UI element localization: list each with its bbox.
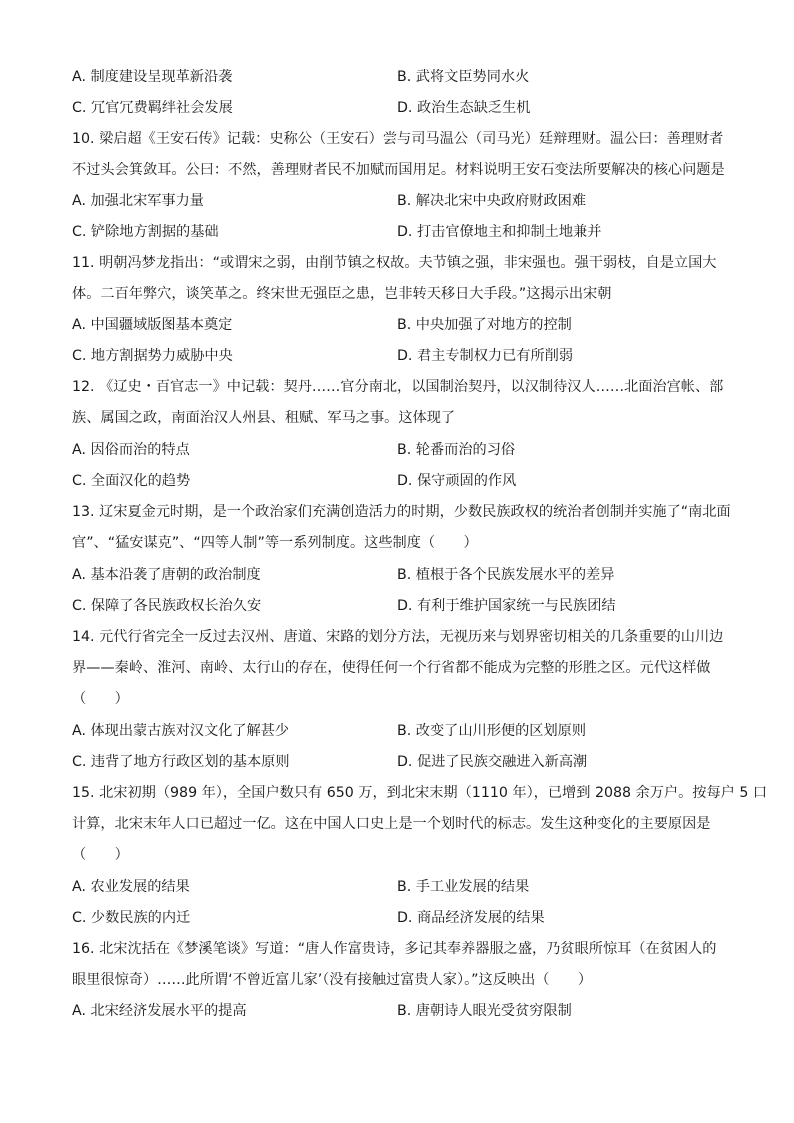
q10-option-a[interactable]: A. 加强北宋军事力量 xyxy=(72,193,204,209)
q12-stem-line-1: 12. 《辽史・百官志一》中记载：契丹……官分南北，以国制治契丹，以汉制待汉人……北面治宫帐、部 xyxy=(72,379,724,395)
q9-option-a[interactable]: A. 制度建设呈现革新沿袭 xyxy=(72,69,233,85)
q12-option-d[interactable]: D. 保守顽固的作风 xyxy=(397,473,517,489)
q10-option-d[interactable]: D. 打击官僚地主和抑制土地兼并 xyxy=(397,224,602,240)
q14-stem-line-2: 界——秦岭、淮河、南岭、太行山的存在，使得任何一个行省都不能成为完整的形胜之区。元代这样做 xyxy=(72,660,711,676)
q16-stem-line-2: 眼里很惊奇）……此所谓‘不曾近富儿家’（没有接触过富贵人家）。”这反映出（ ） xyxy=(72,972,593,988)
q13-stem-line-1: 13. 辽宋夏金元时期，是一个政治家们充满创造活力的时期，少数民族政权的统治者创制并实施了“南北面 xyxy=(72,504,731,520)
q9-option-c[interactable]: C. 冗官冗费羁绊社会发展 xyxy=(72,100,233,116)
q15-stem-line-2: 计算，北宋末年人口已超过一亿。这在中国人口史上是一个划时代的标志。发生这种变化的主要原因是 xyxy=(72,816,711,832)
q15-option-d[interactable]: D. 商品经济发展的结果 xyxy=(397,910,545,926)
q11-stem-line-2: 体。二百年弊穴，谈笑革之。终宋世无强臣之患，岂非转天移日大手段。”这揭示出宋朝 xyxy=(72,286,612,302)
q13-option-d[interactable]: D. 有利于维护国家统一与民族团结 xyxy=(397,598,616,614)
q13-option-c[interactable]: C. 保障了各民族政权长治久安 xyxy=(72,598,262,614)
q13-option-b[interactable]: B. 植根于各个民族发展水平的差异 xyxy=(397,567,615,583)
q15-answer-blank: （ ） xyxy=(72,847,129,863)
q13-stem-line-2: 官”、“猛安谋克”、“四等人制”等一系列制度。这些制度（ ） xyxy=(72,535,478,551)
q15-stem-line-1: 15. 北宋初期（989 年），全国户数只有 650 万，到北宋末期（1110 年），已增到 2088 余万户。按每户 5 口 xyxy=(72,785,768,801)
q14-answer-blank: （ ） xyxy=(72,691,129,707)
q10-stem-line-1: 10. 梁启超《王安石传》记载：史称公（王安石）尝与司马温公（司马光）廷辩理财。温公曰：善理财者 xyxy=(72,131,724,147)
q15-option-a[interactable]: A. 农业发展的结果 xyxy=(72,879,190,895)
q16-option-b[interactable]: B. 唐朝诗人眼光受贫穷限制 xyxy=(397,1003,572,1019)
q16-option-a[interactable]: A. 北宋经济发展水平的提高 xyxy=(72,1003,247,1019)
q12-option-c[interactable]: C. 全面汉化的趋势 xyxy=(72,473,191,489)
q11-option-b[interactable]: B. 中央加强了对地方的控制 xyxy=(397,317,572,333)
q11-option-c[interactable]: C. 地方割据势力威胁中央 xyxy=(72,348,233,364)
q14-stem-line-1: 14. 元代行省完全一反过去汉州、唐道、宋路的划分方法，无视历来与划界密切相关的几条重要的山川边 xyxy=(72,629,724,645)
q10-option-b[interactable]: B. 解决北宋中央政府财政困难 xyxy=(397,193,587,209)
q14-option-c[interactable]: C. 违背了地方行政区划的基本原则 xyxy=(72,754,290,770)
q9-option-d[interactable]: D. 政治生态缺乏生机 xyxy=(397,100,531,116)
q11-stem-line-1: 11. 明朝冯梦龙指出：“或谓宋之弱，由削节镇之权故。夫节镇之强，非宋强也。强干弱枝，自是立国大 xyxy=(72,255,717,271)
q12-stem-line-2: 族、属国之政，南面治汉人州县、租赋、军马之事。这体现了 xyxy=(72,410,456,426)
q16-stem-line-1: 16. 北宋沈括在《梦溪笔谈》写道：“唐人作富贵诗，多记其奉养器服之盛，乃贫眼所惊耳（在贫困人的 xyxy=(72,941,717,957)
q10-stem-line-2: 不过头会箕敛耳。公曰：不然，善理财者民不加赋而国用足。材料说明王安石变法所要解决的核心问题是 xyxy=(72,162,725,178)
q13-option-a[interactable]: A. 基本沿袭了唐朝的政治制度 xyxy=(72,567,261,583)
q11-option-d[interactable]: D. 君主专制权力已有所削弱 xyxy=(397,348,574,364)
q14-option-a[interactable]: A. 体现出蒙古族对汉文化了解甚少 xyxy=(72,723,290,739)
q12-option-a[interactable]: A. 因俗而治的特点 xyxy=(72,442,190,458)
q14-option-d[interactable]: D. 促进了民族交融进入新高潮 xyxy=(397,754,588,770)
q15-option-c[interactable]: C. 少数民族的内迁 xyxy=(72,910,191,926)
q14-option-b[interactable]: B. 改变了山川形便的区划原则 xyxy=(397,723,587,739)
q12-option-b[interactable]: B. 轮番而治的习俗 xyxy=(397,442,516,458)
q10-option-c[interactable]: C. 铲除地方割据的基础 xyxy=(72,224,219,240)
q15-option-b[interactable]: B. 手工业发展的结果 xyxy=(397,879,530,895)
q9-option-b[interactable]: B. 武将文臣势同水火 xyxy=(397,69,530,85)
q11-option-a[interactable]: A. 中国疆域版图基本奠定 xyxy=(72,317,233,333)
